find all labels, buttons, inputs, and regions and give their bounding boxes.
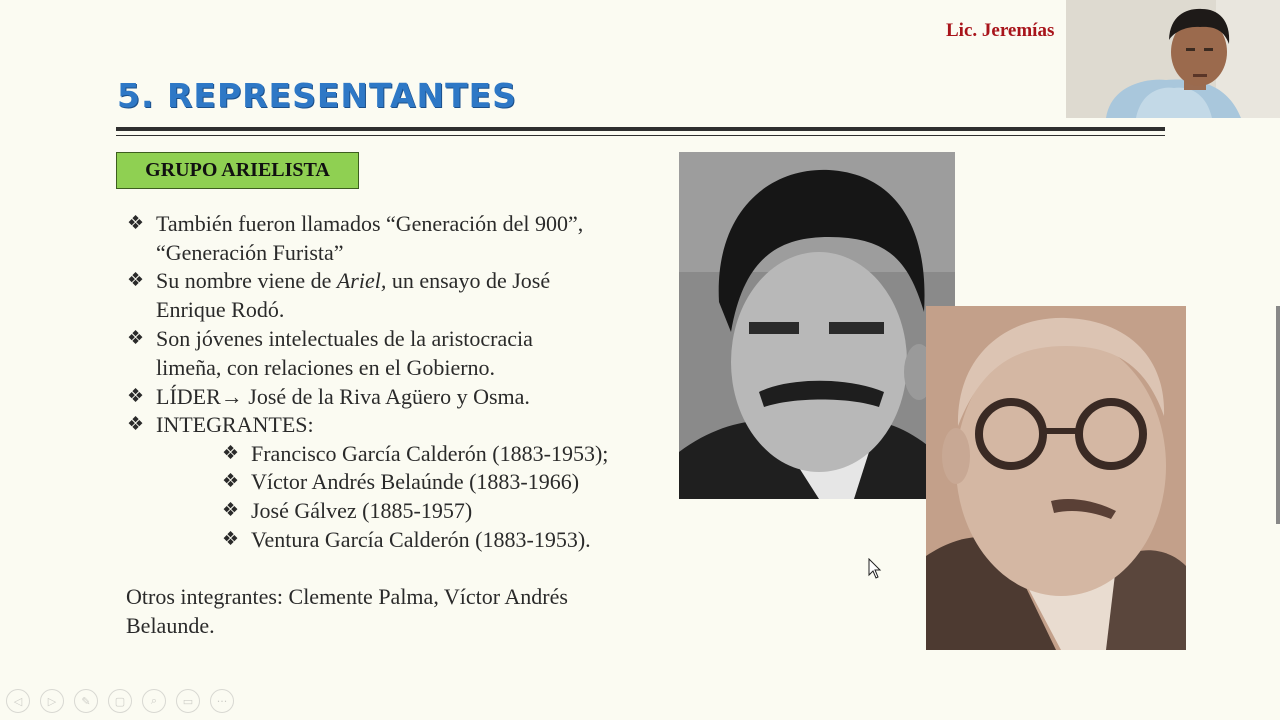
portrait-photo-riva-aguero	[679, 152, 955, 499]
previous-slide-icon[interactable]: ◁	[6, 689, 30, 713]
bullet-text-line: También fueron llamados “Generación del 900”,	[156, 211, 584, 236]
note-line: Belaunde.	[126, 613, 215, 638]
bullet-text-line: INTEGRANTES:	[156, 412, 314, 437]
mouse-cursor-icon	[868, 558, 882, 580]
leader-label: LÍDER	[156, 384, 221, 409]
book-title-ariel: Ariel,	[336, 268, 387, 293]
more-options-icon[interactable]: ···	[210, 689, 234, 713]
webcam-overlay	[1066, 0, 1280, 118]
diamond-bullet-icon: ❖	[127, 386, 145, 407]
leader-name: José de la Riva Agüero y Osma.	[242, 384, 530, 409]
other-members-note	[126, 582, 568, 640]
bullet-text-line: limeña, con relaciones en el Gobierno.	[156, 355, 496, 380]
right-edge-scroll[interactable]	[1276, 306, 1280, 524]
bullet-item-description	[127, 324, 533, 382]
bullet-item-leader	[127, 382, 530, 411]
bullet-text-line: “Generación Furista”	[156, 240, 344, 265]
member-item	[222, 525, 591, 554]
diamond-bullet-icon: ❖	[127, 328, 145, 349]
bullet-text-line: Enrique Rodó.	[156, 297, 285, 322]
next-slide-icon[interactable]: ▷	[40, 689, 64, 713]
diamond-bullet-icon: ❖	[222, 500, 240, 521]
bullet-item-origin	[127, 266, 550, 324]
subtitles-icon[interactable]: ▭	[176, 689, 200, 713]
pen-icon[interactable]: ✎	[74, 689, 98, 713]
member-name: Ventura García Calderón (1883-1953).	[251, 527, 591, 552]
zoom-icon[interactable]: ⌕	[142, 689, 166, 713]
bullet-text: Su nombre viene de	[156, 268, 337, 293]
member-item	[222, 439, 608, 468]
author-label: Lic. Jeremías	[946, 20, 1055, 41]
member-name: José Gálvez (1885-1957)	[251, 498, 473, 523]
presentation-toolbar	[6, 689, 234, 713]
diamond-bullet-icon: ❖	[127, 414, 145, 435]
portrait-photo-garcia-calderon	[926, 306, 1186, 650]
arrow-right-icon: →	[220, 384, 243, 409]
slide-title: 5. REPRESENTANTES	[117, 76, 517, 115]
diamond-bullet-icon: ❖	[222, 529, 240, 550]
bullet-text: un ensayo de José	[386, 268, 551, 293]
diamond-bullet-icon: ❖	[127, 213, 145, 234]
diamond-bullet-icon: ❖	[127, 270, 145, 291]
bullet-item-names	[127, 209, 583, 267]
title-divider-thin	[116, 135, 1165, 136]
group-heading: GRUPO ARIELISTA	[116, 152, 359, 189]
slides-overview-icon[interactable]: ▢	[108, 689, 132, 713]
bullet-item-members	[127, 410, 314, 439]
member-item	[222, 467, 579, 496]
note-line: Otros integrantes: Clemente Palma, Víctor Andrés	[126, 584, 568, 609]
diamond-bullet-icon: ❖	[222, 443, 240, 464]
title-divider-thick	[116, 127, 1165, 131]
bullet-text-line: Son jóvenes intelectuales de la aristocracia	[156, 326, 533, 351]
member-name: Víctor Andrés Belaúnde (1883-1966)	[251, 469, 580, 494]
presenter-video	[1066, 0, 1280, 118]
member-item	[222, 496, 472, 525]
diamond-bullet-icon: ❖	[222, 471, 240, 492]
member-name: Francisco García Calderón (1883-1953);	[251, 441, 609, 466]
